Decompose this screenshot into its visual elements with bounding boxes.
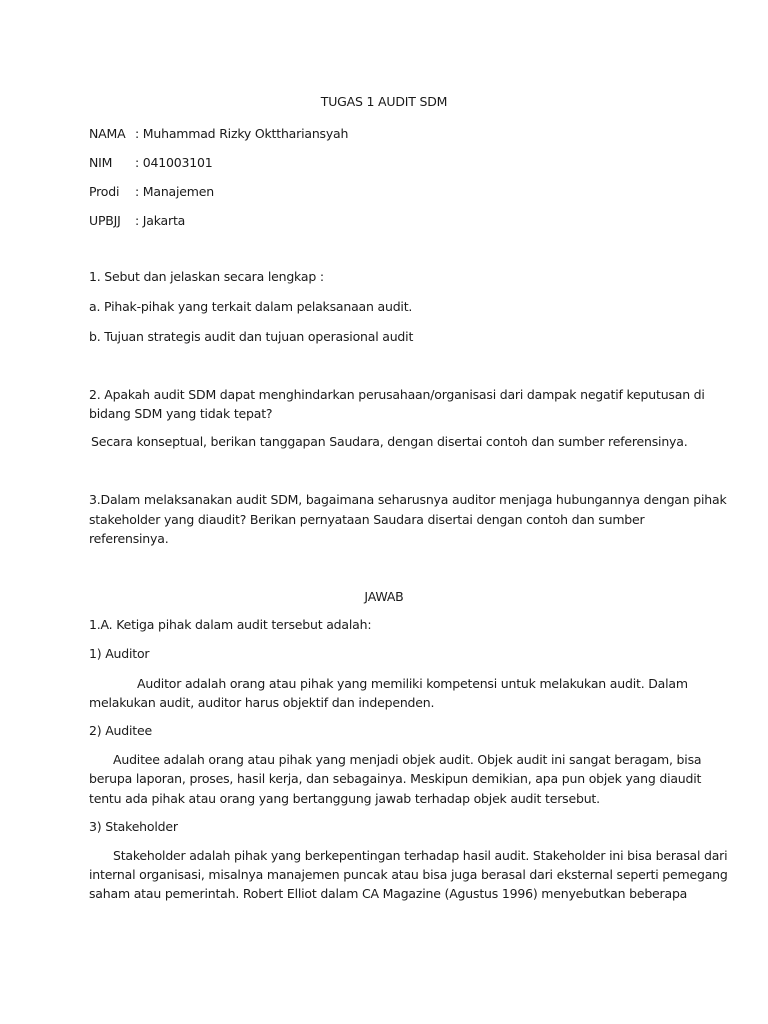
- question-3-line-3: referensinya.: [89, 531, 169, 546]
- identity-label-nim: NIM: [89, 155, 113, 170]
- identity-value-nama: : Muhammad Rizky Oktthariansyah: [135, 126, 349, 141]
- auditee-paragraph-line-2: berupa laporan, proses, hasil kerja, dan sebagainya. Meskipun demikian, apa pun objek yang diaudit: [89, 771, 702, 786]
- identity-label-nama: NAMA: [89, 126, 126, 141]
- auditor-paragraph-line-2: melakukan audit, auditor harus objektif dan independen.: [89, 695, 435, 710]
- stakeholder-paragraph-line-1: Stakeholder adalah pihak yang berkepentingan terhadap hasil audit. Stakeholder ini bisa berasal dari: [113, 848, 728, 863]
- auditee-paragraph-line-1: Auditee adalah orang atau pihak yang menjadi objek audit. Objek audit ini sangat beragam, bisa: [113, 752, 702, 767]
- question-1-prompt: 1. Sebut dan jelaskan secara lengkap :: [89, 269, 324, 284]
- auditee-heading: 2) Auditee: [89, 723, 152, 738]
- identity-value-upbjj: : Jakarta: [135, 213, 186, 228]
- answer-heading: JAWAB: [364, 589, 404, 604]
- question-2-line-2: bidang SDM yang tidak tepat?: [89, 406, 273, 421]
- question-1-a: a. Pihak-pihak yang terkait dalam pelaksanaan audit.: [89, 299, 413, 314]
- auditor-paragraph-line-1: Auditor adalah orang atau pihak yang memiliki kompetensi untuk melakukan audit. Dalam: [137, 676, 688, 691]
- auditee-paragraph-line-3: tentu ada pihak atau orang yang bertanggung jawab terhadap objek audit tersebut.: [89, 791, 600, 806]
- stakeholder-heading: 3) Stakeholder: [89, 819, 178, 834]
- question-2-line-1: 2. Apakah audit SDM dapat menghindarkan perusahaan/organisasi dari dampak negatif keputusan di: [89, 387, 705, 402]
- identity-value-prodi: : Manajemen: [135, 184, 214, 199]
- auditor-heading: 1) Auditor: [89, 646, 150, 661]
- stakeholder-paragraph-line-3: saham atau pemerintah. Robert Elliot dalam CA Magazine (Agustus 1996) menyebutkan beberapa: [89, 886, 688, 901]
- answer-intro: 1.A. Ketiga pihak dalam audit tersebut adalah:: [89, 617, 372, 632]
- identity-label-upbjj: UPBJJ: [89, 213, 121, 228]
- document-title: TUGAS 1 AUDIT SDM: [320, 94, 448, 109]
- stakeholder-paragraph-line-2: internal organisasi, misalnya manajemen puncak atau bisa juga berasal dari eksternal seperti pemegang: [89, 867, 728, 882]
- identity-value-nim: : 041003101: [135, 155, 213, 170]
- identity-label-prodi: Prodi: [89, 184, 120, 199]
- question-3-line-1: 3.Dalam melaksanakan audit SDM, bagaimana seharusnya auditor menjaga hubungannya dengan pihak: [89, 492, 727, 507]
- question-3-line-2: stakeholder yang diaudit? Berikan pernyataan Saudara disertai dengan contoh dan sumber: [89, 512, 645, 527]
- question-2-line-3: Secara konseptual, berikan tanggapan Saudara, dengan disertai contoh dan sumber referensinya.: [91, 434, 688, 449]
- question-1-b: b. Tujuan strategis audit dan tujuan operasional audit: [89, 329, 414, 344]
